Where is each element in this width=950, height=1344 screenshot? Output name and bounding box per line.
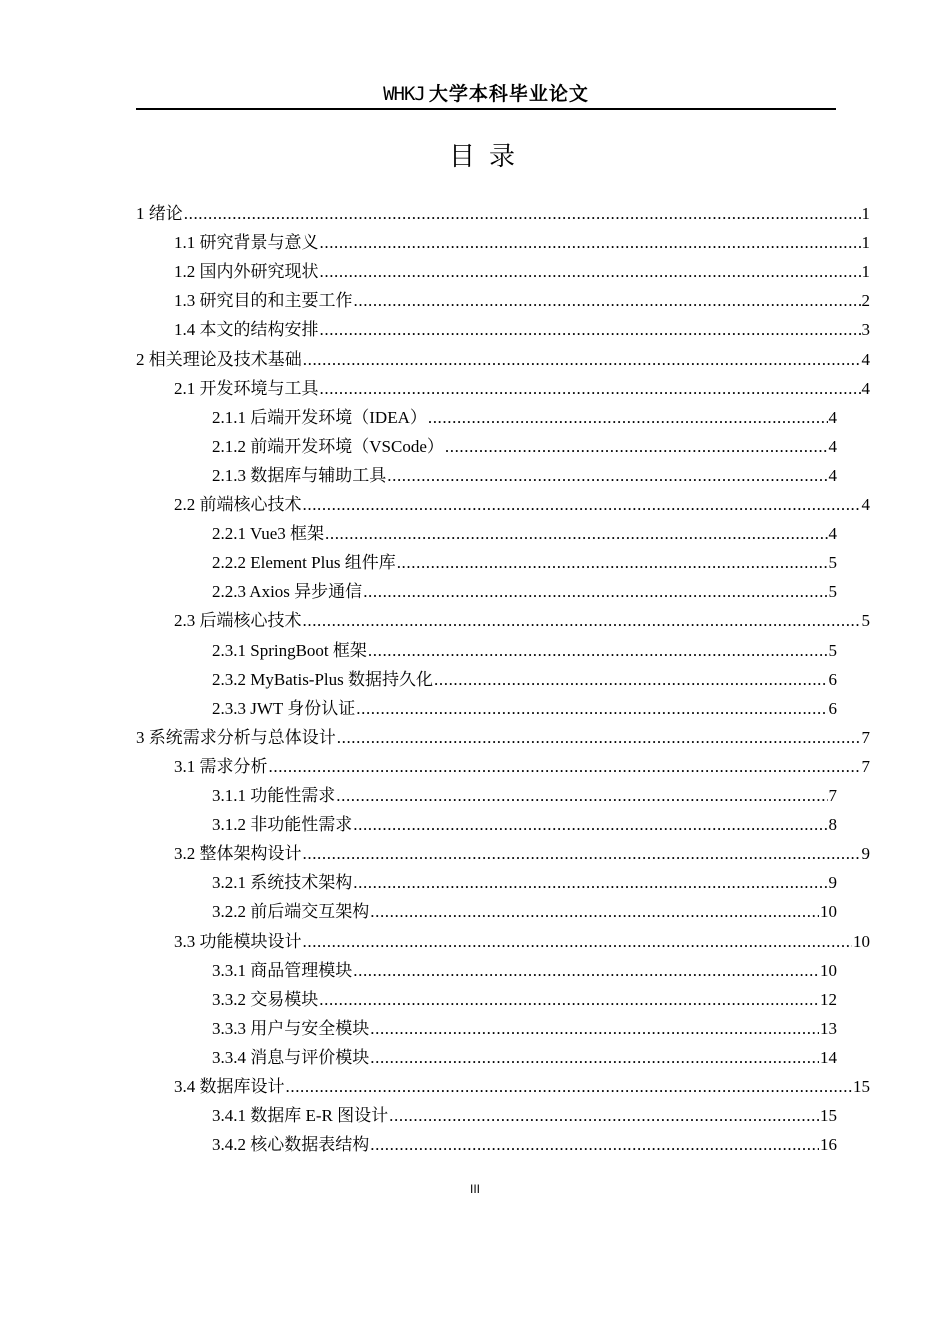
toc-entry-page: 5 [861,611,870,631]
toc-entry-page: 4 [828,436,837,456]
toc-entry-label: 1.4 本文的结构安排 [174,320,319,340]
toc-entry-label: 3.4.1 数据库 E-R 图设计 [212,1106,389,1126]
toc-dot-leader [370,897,819,926]
toc-entry-label: 1 绪论 [136,204,183,223]
toc-entry-page: 10 [820,960,837,980]
toc-entry[interactable] [212,694,837,723]
toc-dot-leader [368,636,828,665]
toc-entry[interactable] [174,1072,870,1101]
toc-dot-leader [353,956,819,985]
toc-entry-label: 3.3.1 商品管理模块 [212,960,353,980]
toc-entry-label: 3.3 功能模块设计 [174,931,302,951]
toc-entry-page: 9 [861,844,870,864]
toc-dot-leader [184,199,861,228]
toc-entry-label: 2.1.3 数据库与辅助工具 [212,465,387,485]
toc-dot-leader [319,985,819,1014]
toc-entry-page: 15 [820,1106,837,1126]
toc-entry[interactable] [174,228,870,257]
toc-entry-label: 3.3.4 消息与评价模块 [212,1047,370,1067]
toc-dot-leader [303,490,861,519]
toc-dot-leader [303,839,861,868]
toc-entry-page: 4 [861,495,870,514]
toc-entry-label: 3.3.3 用户与安全模块 [212,1018,370,1038]
toc-entry[interactable] [212,1043,837,1072]
toc-entry-label: 2.2.2 Element Plus 组件库 [212,553,396,573]
toc-dot-leader [370,1043,819,1072]
toc-entry-page: 4 [861,349,870,369]
toc-entry[interactable] [212,577,837,606]
toc-entry[interactable] [212,897,837,926]
toc-entry-page: 6 [828,698,837,718]
toc-dot-leader [428,403,828,432]
toc-entry-page: 1 [861,262,870,282]
toc-entry-page: 6 [828,669,837,689]
toc-entry-page: 13 [820,1018,837,1038]
toc-entry[interactable] [136,199,870,228]
toc-entry-label: 2.1.2 前端开发环境（VSCode） [212,436,444,456]
toc-entry-page: 5 [828,640,837,660]
page-title: 目录 [448,142,529,172]
toc-entry-page: 7 [828,786,837,805]
toc-entry-page: 8 [828,815,837,835]
toc-entry-label: 3.1.1 功能性需求 [212,786,336,805]
toc-entry-page: 15 [853,1077,870,1096]
toc-entry[interactable] [136,345,870,374]
toc-entry-label: 3.2.1 系统技术架构 [212,873,353,893]
toc-entry-page: 1 [861,204,870,223]
toc-entry-label: 1.2 国内外研究现状 [174,262,319,282]
toc-entry[interactable] [212,403,837,432]
toc-entry-page: 2 [861,291,870,311]
toc-dot-leader [353,810,827,839]
toc-entry-page: 16 [820,1135,837,1155]
header-cjk-text: 大学本科毕业论文 [428,83,589,105]
toc-entry-page: 10 [853,931,870,951]
toc-entry-label: 3.3.2 交易模块 [212,989,319,1009]
toc-entry[interactable] [212,985,837,1014]
toc-dot-leader [434,665,827,694]
toc-entry-page: 5 [828,553,837,573]
toc-dot-leader [445,432,828,461]
toc-entry[interactable] [212,1130,837,1159]
toc-entry-label: 3.1 需求分析 [174,756,268,776]
toc-entry[interactable] [174,490,870,519]
header-latin-text: WHKJ [383,83,425,105]
toc-entry-label: 3.1.2 非功能性需求 [212,815,353,835]
toc-dot-leader [370,1130,819,1159]
toc-entry-page: 14 [820,1047,837,1067]
toc-entry-label: 2.3.1 SpringBoot 框架 [212,640,367,660]
toc-entry[interactable] [212,956,837,985]
toc-entry[interactable] [174,752,870,781]
toc-entry[interactable] [212,1101,837,1130]
toc-entry-page: 4 [828,407,837,427]
toc-dot-leader [303,606,861,635]
toc-entry-label: 3.2 整体架构设计 [174,844,302,864]
running-header [136,82,836,110]
toc-entry-label: 1.3 研究目的和主要工作 [174,291,353,311]
toc-entry-label: 1.1 研究背景与意义 [174,233,319,253]
toc-entry-label: 3 系统需求分析与总体设计 [136,727,336,747]
toc-entry[interactable] [212,810,837,839]
toc-entry-page: 10 [820,902,837,922]
toc-dot-leader [370,1014,819,1043]
toc-dot-leader [325,519,828,548]
toc-dot-leader [353,868,827,897]
page-number: III [469,1182,480,1196]
toc-entry-label: 2.3.2 MyBatis-Plus 数据持久化 [212,669,434,689]
toc-dot-leader [303,345,861,374]
toc-entry-page: 5 [828,582,837,602]
toc-entry-label: 3.4 数据库设计 [174,1077,285,1096]
toc-entry[interactable] [174,286,870,315]
toc-entry-label: 2.2.1 Vue3 框架 [212,524,324,544]
toc-dot-leader [336,781,827,810]
toc-dot-leader [356,694,827,723]
toc-dot-leader [387,461,827,490]
toc-entry-label: 2.2.3 Axios 异步通信 [212,582,363,602]
toc-entry[interactable] [212,432,837,461]
toc-entry[interactable] [212,461,837,490]
toc-entry-page: 12 [820,989,837,1009]
toc-dot-leader [389,1101,819,1130]
toc-entry-page: 4 [828,465,837,485]
toc-entry[interactable] [136,723,870,752]
toc-entry[interactable] [174,839,870,868]
toc-entry[interactable] [212,665,837,694]
toc-entry-page: 3 [861,320,870,340]
toc-dot-leader [354,286,861,315]
toc-dot-leader [397,548,828,577]
toc-entry[interactable] [212,781,837,810]
toc-dot-leader [320,228,861,257]
toc-dot-leader [303,927,853,956]
toc-entry-label: 2.1 开发环境与工具 [174,378,319,398]
toc-dot-leader [286,1072,853,1101]
toc-entry[interactable] [212,868,837,897]
toc-entry-page: 7 [861,756,870,776]
toc-entry-page: 9 [828,873,837,893]
toc-entry-label: 2.3.3 JWT 身份认证 [212,698,356,718]
toc-entry-label: 3.4.2 核心数据表结构 [212,1135,370,1155]
toc-entry-label: 2.3 后端核心技术 [174,611,302,631]
toc-entry[interactable] [174,315,870,344]
toc-dot-leader [337,723,861,752]
toc-entry-page: 1 [861,233,870,253]
toc-entry-label: 3.2.2 前后端交互架构 [212,902,370,922]
toc-entry-page: 7 [861,727,870,747]
toc-dot-leader [320,315,861,344]
toc-dot-leader [320,257,861,286]
toc-dot-leader [320,374,861,403]
toc-entry[interactable] [212,548,837,577]
toc-entry-label: 2.2 前端核心技术 [174,495,302,514]
toc-entry[interactable] [212,636,837,665]
toc-entry-page: 4 [828,524,837,544]
toc-dot-leader [363,577,827,606]
toc-entry-page: 4 [861,378,870,398]
toc-entry[interactable] [174,606,870,635]
toc-entry[interactable] [212,1014,837,1043]
toc-entry-label: 2.1.1 后端开发环境（IDEA） [212,407,427,427]
toc-dot-leader [269,752,861,781]
toc-entry[interactable] [212,519,837,548]
toc-entry-label: 2 相关理论及技术基础 [136,349,302,369]
toc-entry[interactable] [174,257,870,286]
toc-entry[interactable] [174,374,870,403]
toc-entry[interactable] [174,927,870,956]
